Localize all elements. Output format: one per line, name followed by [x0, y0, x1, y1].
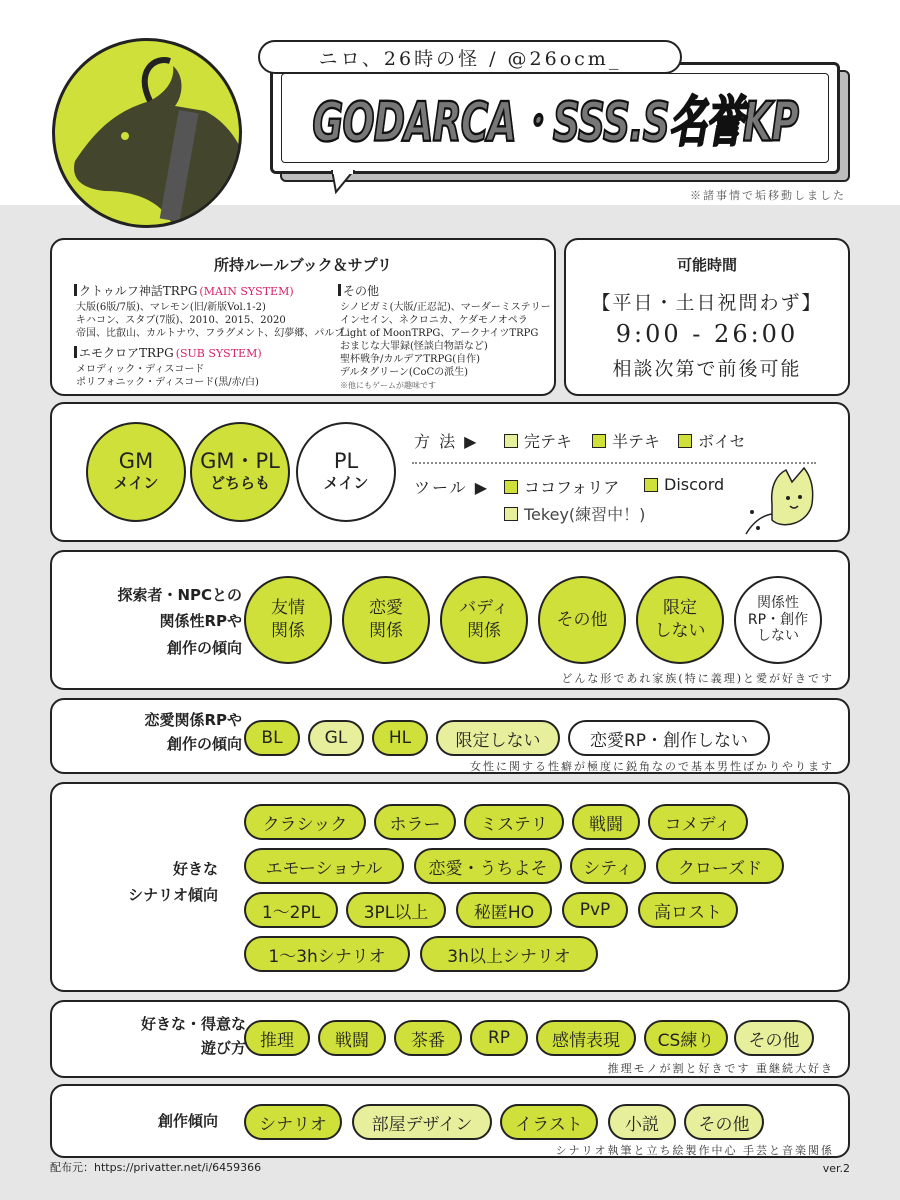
speech-tail-icon [330, 170, 356, 194]
other-system-label: その他 [338, 282, 379, 299]
scenario-battle: 戦闘 [572, 804, 640, 840]
scenario-romance: 恋愛・うちよそ [414, 848, 562, 884]
scenario-label: 好きな シナリオ傾向 [128, 860, 218, 905]
playstyle-cs: CS練り [644, 1020, 728, 1056]
romance-none: 恋愛RP・創作しない [568, 720, 770, 756]
other-line: インセイン、ネクロニカ、ケダモノオペラ [340, 315, 528, 326]
romance-bl: BL [244, 720, 300, 756]
availability-days: 【平日・土日祝問わず】 [591, 292, 823, 314]
playstyle-battle: 戦闘 [318, 1020, 386, 1056]
relationship-panel [50, 550, 850, 690]
role-gm-main: GM メイン [86, 422, 186, 522]
playstyle-panel [50, 1000, 850, 1078]
scenario-3h-plus: 3h以上シナリオ [420, 936, 598, 972]
creative-illustration: イラスト [500, 1104, 598, 1140]
romance-panel [50, 698, 850, 774]
scenario-mystery: ミステリ [464, 804, 564, 840]
romance-gl: GL [308, 720, 364, 756]
relationship-note: どんな形であれ家族(特に義理)と愛が好きです [561, 672, 834, 685]
moved-note: ※諸事情で垢移動しました [690, 189, 846, 202]
sub-system-label: エモクロアTRPG (SUB SYSTEM) [74, 344, 262, 361]
playstyle-note: 推理モノが割と好きです 重継続大好き [607, 1062, 834, 1075]
romance-hl: HL [372, 720, 428, 756]
scenario-panel [50, 782, 850, 992]
romance-note: 女性に関する性癖が極度に鋭角なので基本男性ばかりやります [470, 760, 834, 773]
roles-panel [50, 402, 850, 542]
version-label: ver.2 [822, 1162, 850, 1175]
scenario-secret-ho: 秘匿HO [456, 892, 552, 928]
scenario-classic: クラシック [244, 804, 366, 840]
creative-note: シナリオ執筆と立ち絵製作中心 手芸と音楽関係 [555, 1144, 834, 1157]
wolf-mascot-icon [742, 464, 842, 540]
availability-heading: 可能時間 [676, 256, 737, 274]
goat-avatar [52, 38, 242, 228]
method-label: 方 法 ▶ [414, 432, 479, 451]
other-line: 聖杯戦争/カルデアTRPG(自作) [340, 354, 481, 365]
checkbox-icon [644, 478, 658, 492]
scenario-comedy: コメディ [648, 804, 748, 840]
scenario-1-2pl: 1〜2PL [244, 892, 338, 928]
creative-other: その他 [684, 1104, 764, 1140]
other-line: Light of MoonTRPG、アークナイツTRPG [340, 328, 539, 339]
scenario-emotional: エモーショナル [244, 848, 404, 884]
rulebook-note: ※他にもゲームが趣味です [340, 381, 436, 390]
relationship-none: 関係性 RP・創作 しない [734, 576, 822, 664]
playstyle-farce: 茶番 [394, 1020, 462, 1056]
playstyle-other: その他 [734, 1020, 814, 1056]
other-line: おまじな大罪録(怪談白物語など) [340, 341, 488, 352]
playstyle-emotion: 感情表現 [536, 1020, 636, 1056]
relationship-friendship: 友情 関係 [244, 576, 332, 664]
relationship-other: その他 [538, 576, 626, 664]
tool-label: ツール ▶ [414, 478, 490, 497]
tool-tekey: Tekey(練習中！) [504, 502, 645, 525]
relationship-label: 探索者・NPCとの 関係性RPや 創作の傾向 [117, 586, 242, 657]
main-system-label: クトゥルフ神話TRPG (MAIN SYSTEM) [74, 282, 294, 299]
scenario-high-lost: 高ロスト [638, 892, 738, 928]
rulebook-heading: 所持ルールブック＆サプリ [213, 256, 393, 274]
method-kanteki: 完テキ [504, 429, 572, 452]
checkbox-icon [504, 480, 518, 494]
other-line: シノビガミ(大版/正忍記)、マーダーミステリー [340, 302, 551, 313]
method-voice: ボイセ [678, 429, 746, 452]
playstyle-deduction: 推理 [244, 1020, 310, 1056]
main-system-line: 大版(6版/7版)、マレモン(旧/新版Vol.1-2) [76, 302, 266, 313]
role-gm-pl-both: GM・PL どちらも [190, 422, 290, 522]
romance-unrestricted: 限定しない [436, 720, 560, 756]
scenario-pvp: PvP [562, 892, 628, 928]
checkbox-icon [504, 507, 518, 521]
scenario-closed: クローズド [656, 848, 784, 884]
scenario-1-3h: 1〜3hシナリオ [244, 936, 410, 972]
role-pl-main: PL メイン [296, 422, 396, 522]
sub-system-line: ポリフォニック・ディスコード(黒/赤/白) [76, 377, 259, 388]
availability-note: 相談次第で前後可能 [612, 358, 802, 380]
checkbox-icon [504, 434, 518, 448]
scenario-horror: ホラー [374, 804, 456, 840]
name-line: ニロ、26時の怪 / @26ocm_ [258, 40, 682, 74]
main-system-line: 帝国、比叡山、カルトナウ、フラグメント、幻夢郷、パルプ [76, 328, 345, 339]
tool-ccfolia: ココフォリア [504, 475, 619, 498]
page-title: GODARCA・SSS.S名誉KP [312, 79, 798, 157]
creative-label: 創作傾向 [157, 1112, 218, 1130]
playstyle-rp: RP [470, 1020, 528, 1056]
rulebook-panel [50, 238, 556, 396]
creative-room-design: 部屋デザイン [352, 1104, 492, 1140]
source-credit: 配布元：https://privatter.net/i/6459366 [50, 1161, 262, 1174]
tool-discord: Discord [644, 475, 724, 494]
scenario-city: シティ [570, 848, 646, 884]
creative-novel: 小説 [608, 1104, 676, 1140]
creative-scenario: シナリオ [244, 1104, 342, 1140]
playstyle-label: 好きな・得意な 遊び方 [140, 1015, 246, 1057]
method-hanteki: 半テキ [592, 429, 660, 452]
relationship-romance: 恋愛 関係 [342, 576, 430, 664]
relationship-unrestricted: 限定 しない [636, 576, 724, 664]
other-line: デルタグリーン(CoCの派生) [340, 367, 469, 378]
checkbox-icon [678, 434, 692, 448]
sub-system-line: メロディック・ディスコード [76, 364, 205, 375]
main-system-line: キハコン、スタブ(7版)、2010、2015、2020 [76, 315, 286, 326]
scenario-3pl: 3PL以上 [346, 892, 446, 928]
creative-panel [50, 1084, 850, 1158]
relationship-buddy: バディ 関係 [440, 576, 528, 664]
checkbox-icon [592, 434, 606, 448]
title-box [270, 62, 840, 174]
romance-label: 恋愛関係RPや 創作の傾向 [144, 711, 242, 753]
availability-panel [564, 238, 850, 396]
availability-hours: 9:00 - 26:00 [615, 320, 799, 348]
